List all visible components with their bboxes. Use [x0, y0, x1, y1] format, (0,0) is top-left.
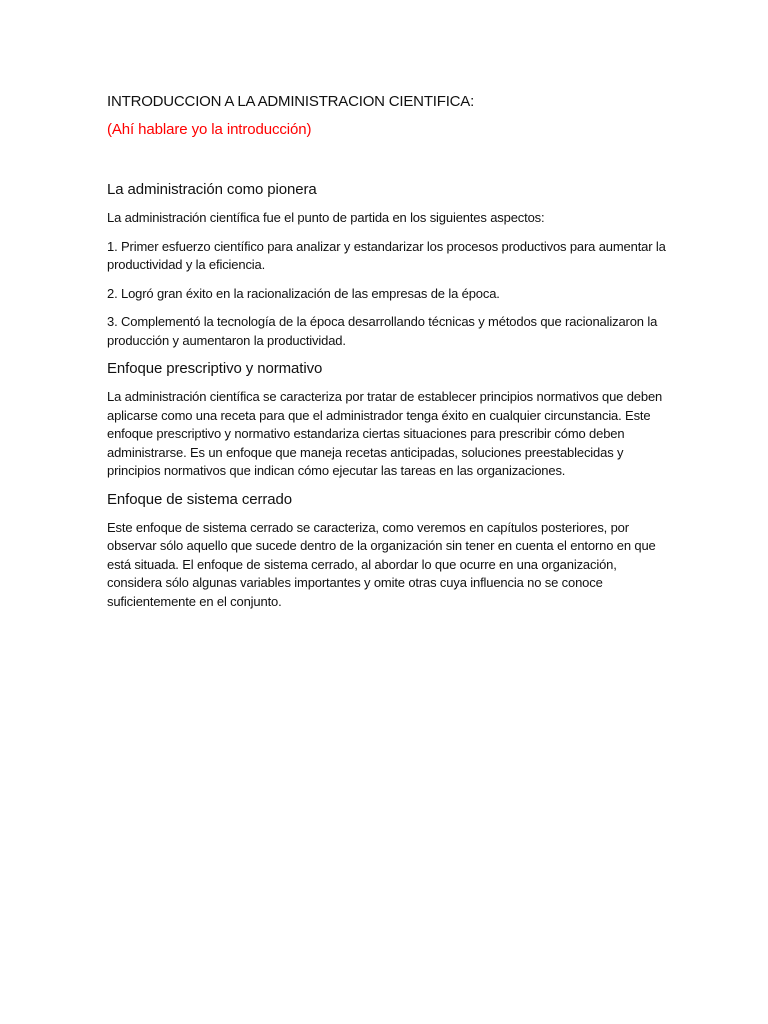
list-item: 3. Complementó la tecnología de la época desarrollando técnicas y métodos que racionalizaron la producción y aumentaron la productividad.	[107, 314, 658, 348]
section-heading: Enfoque de sistema cerrado	[107, 490, 293, 508]
paragraph: La administración científica se caracteriza por tratar de establecer principios normativos que deben aplicarse como una receta para que el administrador tenga éxito en cualquier circunstancia. Este enfoque prescriptivo y normativo estandariza ciertas situaciones para prescribir cómo deben administrarse. Es un enfoque que maneja recetas anticipadas, soluciones preestablecidas y principios normativos que indican cómo ejecutar las tareas en las organizaciones.	[107, 389, 663, 478]
section-heading: Enfoque prescriptivo y normativo	[107, 360, 323, 377]
list-item: 1. Primer esfuerzo científico para analizar y estandarizar los procesos productivos para aumentar la productividad y la eficiencia.	[107, 238, 666, 272]
section-pionera	[107, 181, 667, 350]
document-title: INTRODUCCION A LA ADMINISTRACION CIENTIFICA:	[107, 93, 475, 110]
paragraph: La administración científica fue el punto de partida en los siguientes aspectos:	[107, 210, 545, 225]
section-heading: La administración como pionera	[107, 181, 317, 198]
section-prescriptivo	[107, 360, 667, 481]
list-item: 2. Logró gran éxito en la racionalización de las empresas de la época.	[107, 285, 500, 301]
document-subtitle: (Ahí hablare yo la introducción)	[107, 121, 312, 138]
paragraph: Este enfoque de sistema cerrado se caracteriza, como veremos en capítulos posteriores, por observar sólo aquello que sucede dentro de la organización sin tener en cuenta el entorno en que está situada. El enfoque de sistema cerrado, al abordar lo que ocurre en una organización, considera sólo algunas variables importantes y omite otras cuya influencia no se conoce suficientemente en el conjunto.	[107, 519, 656, 609]
section-sistema-cerrado	[107, 491, 667, 612]
document-content	[107, 93, 667, 611]
